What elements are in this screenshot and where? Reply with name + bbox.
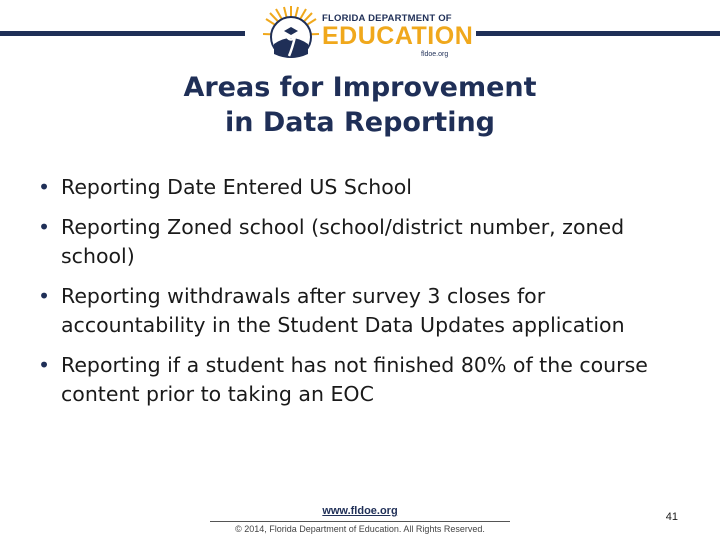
bullet-list — [38, 173, 678, 420]
bullet-text: Reporting withdrawals after survey 3 closes for accountability in the Student Data Updates application — [61, 284, 625, 337]
page-number: 41 — [665, 511, 678, 523]
footer-url-link[interactable]: www.fldoe.org — [322, 505, 398, 517]
logo-main-text: EDUCATION — [322, 22, 474, 50]
bullet-dot-icon: • — [38, 284, 51, 308]
bullet-dot-icon: • — [38, 215, 51, 239]
bullet-item — [38, 213, 678, 271]
bullet-text: Reporting Zoned school (school/district number, zoned school) — [61, 215, 625, 268]
footer-copyright: © 2014, Florida Department of Education. All Rights Reserved. — [235, 524, 485, 534]
footer-divider — [210, 521, 510, 522]
bullet-dot-icon: • — [38, 353, 51, 377]
fldoe-logo — [262, 4, 474, 64]
bullet-text: Reporting if a student has not finished 80% of the course content prior to taking an EOC — [61, 353, 648, 406]
logo-url-text: fldoe.org — [421, 51, 449, 58]
header-rule-left — [0, 31, 245, 36]
slide-title-line1: Areas for Improvement — [183, 72, 537, 103]
slide-title — [0, 70, 720, 140]
logo-top-text: FLORIDA DEPARTMENT OF — [322, 13, 452, 24]
bullet-text: Reporting Date Entered US School — [61, 175, 412, 199]
bullet-item — [38, 282, 678, 340]
sun-emblem-icon — [262, 4, 320, 64]
bullet-item — [38, 351, 678, 409]
slide-title-line2: in Data Reporting — [224, 107, 496, 138]
bullet-item — [38, 173, 678, 202]
header-rule-right — [476, 31, 720, 36]
bullet-dot-icon: • — [38, 175, 51, 199]
